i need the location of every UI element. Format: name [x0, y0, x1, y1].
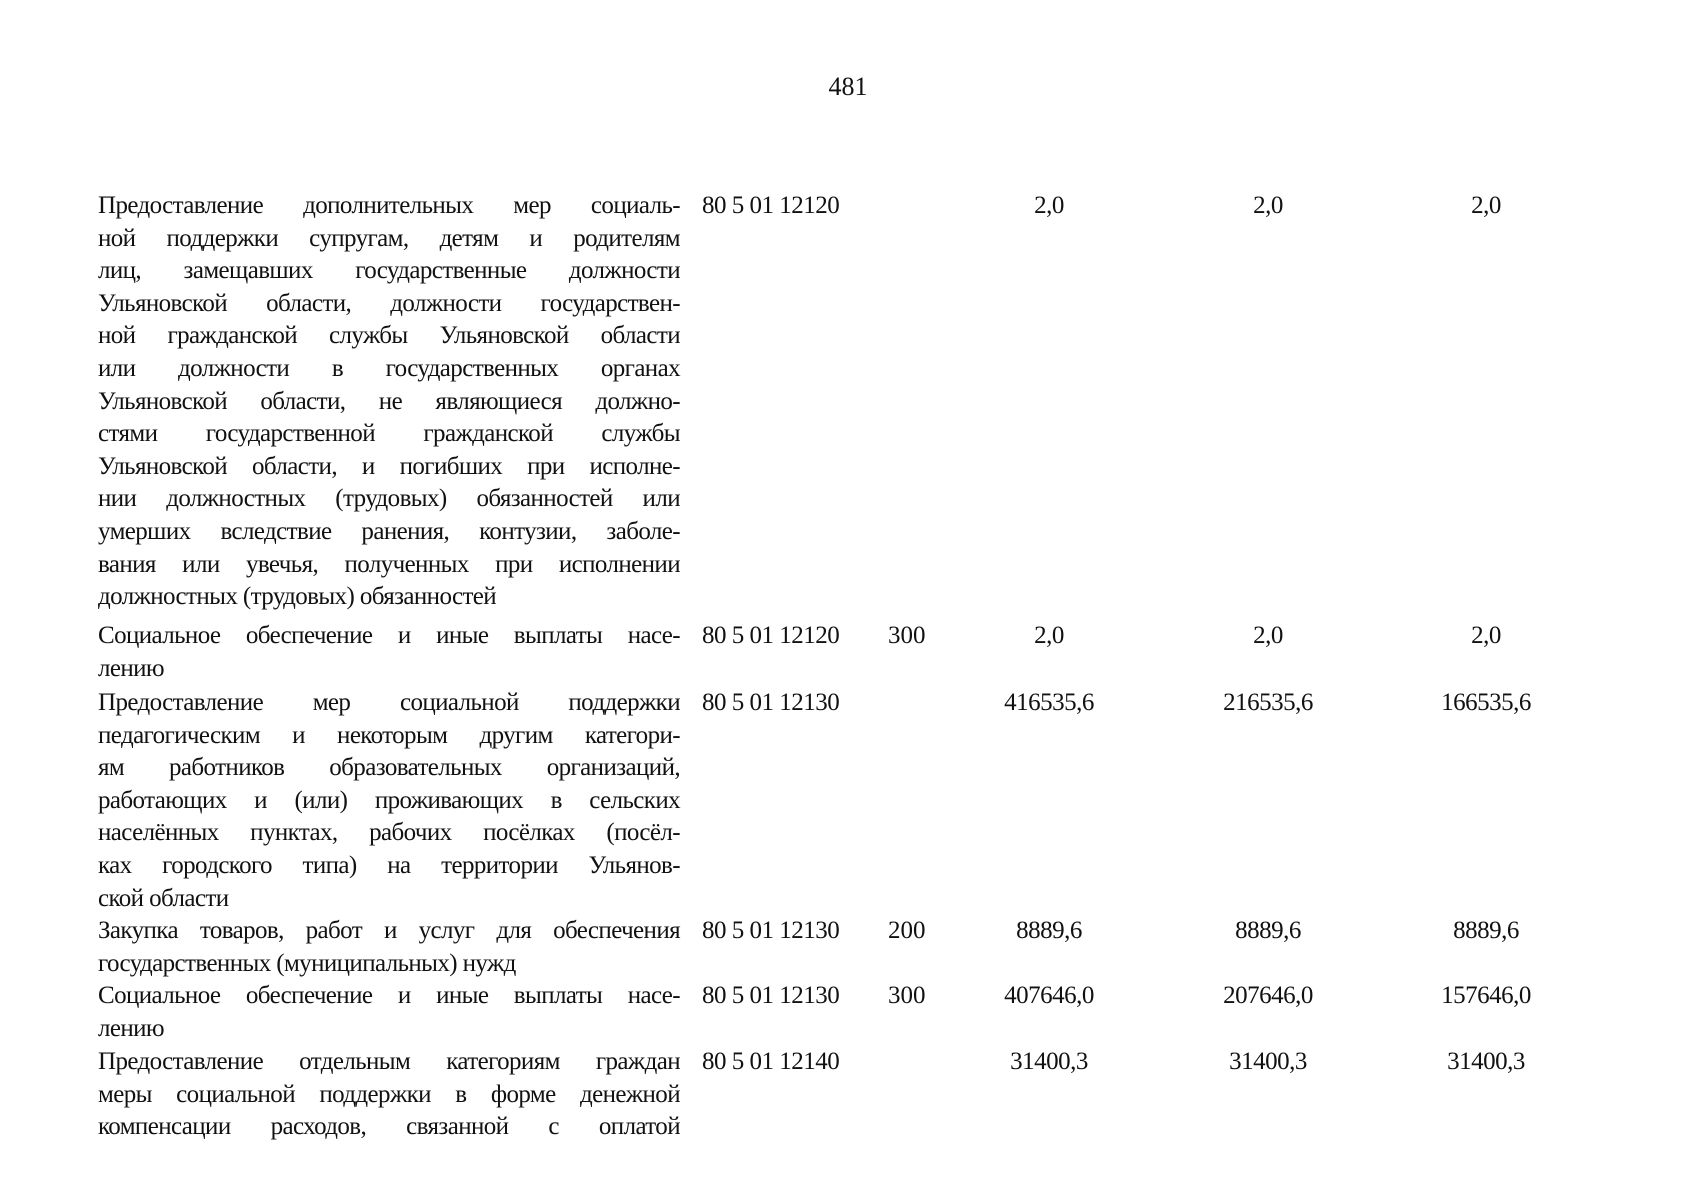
- description-line: Закупка товаров, работ и услуг для обеспечения: [98, 917, 680, 944]
- budget-code: 80 5 01 12130: [702, 689, 840, 716]
- amount-year-2: 31400,3: [1229, 1048, 1307, 1075]
- description-line: населённых пунктах, рабочих посёлках (посёл-: [98, 819, 680, 847]
- description-line: ской области: [98, 884, 229, 912]
- amount-year-1: 407646,0: [1004, 982, 1094, 1009]
- description-line: ках городского типа) на территории Ульянов-: [98, 851, 680, 879]
- amount-year-2: 207646,0: [1223, 982, 1313, 1009]
- description-line: умерших вследствие ранения, контузии, заболе-: [98, 517, 680, 545]
- description-line: компенсации расходов, связанной с оплатой: [98, 1113, 680, 1141]
- amount-year-3: 157646,0: [1441, 982, 1531, 1009]
- description-line: лению: [98, 654, 165, 682]
- description-line: нии должностных (трудовых) обязанностей или: [98, 485, 680, 513]
- description-line: государственных (муниципальных) нужд: [98, 949, 516, 977]
- amount-year-2: 8889,6: [1235, 917, 1301, 944]
- description-line: должностных (трудовых) обязанностей: [98, 583, 497, 611]
- amount-year-3: 31400,3: [1447, 1048, 1525, 1075]
- amount-year-3: 166535,6: [1441, 689, 1531, 716]
- amount-year-3: 2,0: [1471, 622, 1501, 649]
- budget-code: 80 5 01 12130: [702, 917, 840, 944]
- description-line: лению: [98, 1014, 165, 1042]
- amount-year-1: 31400,3: [1010, 1048, 1088, 1075]
- budget-code: 80 5 01 12120: [702, 192, 840, 219]
- description-line: Предоставление дополнительных мер социаль-: [98, 192, 680, 219]
- amount-year-1: 2,0: [1034, 622, 1064, 649]
- budget-code: 80 5 01 12140: [702, 1048, 840, 1075]
- amount-year-2: 2,0: [1253, 622, 1283, 649]
- expense-type-code: 200: [888, 917, 926, 944]
- description-line: стями государственной гражданской службы: [98, 420, 680, 448]
- description-line: Предоставление мер социальной поддержки: [98, 689, 680, 716]
- description-line: Социальное обеспечение и иные выплаты насе-: [98, 982, 680, 1009]
- expense-type-code: 300: [888, 622, 926, 649]
- description-line: ной поддержки супругам, детям и родителям: [98, 224, 680, 252]
- description-line: ям работников образовательных организаций,: [98, 754, 680, 782]
- description-line: лиц, замещавших государственные должности: [98, 257, 680, 285]
- page-number: 481: [828, 72, 868, 101]
- amount-year-3: 8889,6: [1453, 917, 1519, 944]
- row-description: [98, 620, 680, 685]
- description-line: Ульяновской области, и погибших при исполне-: [98, 452, 680, 480]
- description-line: работающих и (или) проживающих в сельских: [98, 786, 680, 814]
- row-description: [98, 190, 680, 614]
- description-line: Ульяновской области, не являющиеся должно-: [98, 387, 680, 415]
- description-line: вания или увечья, полученных при исполнении: [98, 550, 680, 578]
- description-line: Предоставление отдельным категориям граждан: [98, 1048, 680, 1075]
- expense-type-code: 300: [888, 982, 926, 1009]
- row-description: [98, 915, 680, 980]
- row-description: [98, 980, 680, 1045]
- budget-code: 80 5 01 12130: [702, 982, 840, 1009]
- amount-year-1: 8889,6: [1016, 917, 1082, 944]
- amount-year-2: 216535,6: [1223, 689, 1313, 716]
- description-line: меры социальной поддержки в форме денежной: [98, 1080, 680, 1108]
- row-description: [98, 687, 680, 915]
- description-line: ной гражданской службы Ульяновской области: [98, 322, 680, 350]
- amount-year-1: 416535,6: [1004, 689, 1094, 716]
- description-line: Социальное обеспечение и иные выплаты насе-: [98, 622, 680, 649]
- description-line: педагогическим и некоторым другим категори-: [98, 721, 680, 749]
- amount-year-3: 2,0: [1471, 192, 1501, 219]
- amount-year-1: 2,0: [1034, 192, 1064, 219]
- row-description: [98, 1046, 680, 1144]
- amount-year-2: 2,0: [1253, 192, 1283, 219]
- budget-code: 80 5 01 12120: [702, 622, 840, 649]
- description-line: или должности в государственных органах: [98, 354, 680, 382]
- description-line: Ульяновской области, должности государствен-: [98, 289, 680, 317]
